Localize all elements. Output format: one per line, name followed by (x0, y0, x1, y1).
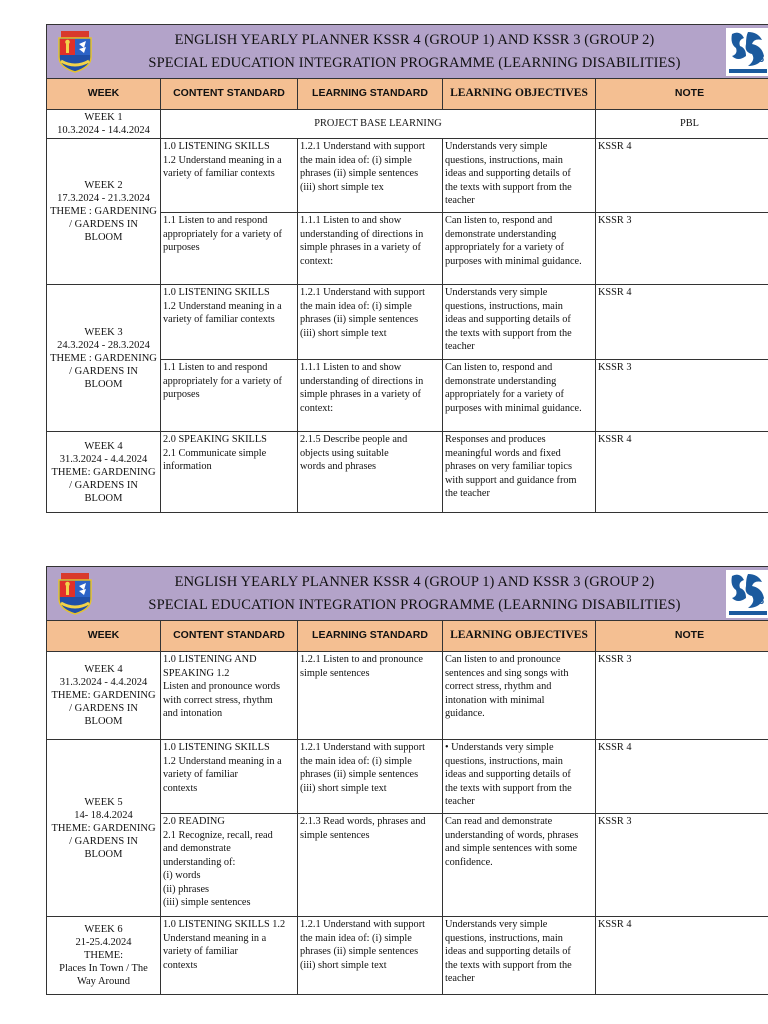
cell-text-line: appropriately for a variety of (163, 375, 282, 387)
cell-text-line: contexts (163, 959, 198, 971)
cell-text-line: 31.3.2024 - 4.4.2024 (59, 453, 148, 465)
content-standard-cell (161, 432, 298, 513)
learning-objectives-cell (443, 917, 596, 995)
cell-text-line: SPEAKING 1.2 (163, 667, 230, 679)
learning-objectives-cell (443, 360, 596, 432)
svg-text:25: 25 (754, 596, 765, 606)
cell-text-line: THEME : GARDENING (50, 352, 157, 364)
note-cell: KSSR 3 (596, 360, 768, 432)
cell-text-line: 1.2.1 Understand with support (300, 742, 425, 753)
cell-text-line: Understands very simple (445, 919, 548, 930)
cell-text-line: teacher (445, 796, 475, 807)
learning-standard-cell (298, 139, 443, 213)
learning-standard-cell (298, 814, 443, 917)
table-header-row (47, 79, 768, 110)
header-note: NOTE (596, 621, 768, 652)
cell-text-line: questions, instructions, main (445, 154, 563, 166)
cell-text-line: Understands very simple (445, 287, 548, 298)
cell-text-line: (i) words (163, 870, 201, 881)
cell-text-line: 1.0 LISTENING SKILLS (163, 287, 270, 298)
cell-text-line: 14- 18.4.2024 (74, 809, 133, 821)
cell-text-line: phrases (ii) simple sentences (300, 769, 419, 780)
cell-text-line: objects using suitable (300, 447, 389, 459)
cell-text-line: information (163, 461, 212, 472)
planner-title-line1: ENGLISH YEARLY PLANNER KSSR 4 (GROUP 1) AND KSSR 3 (GROUP 2) (174, 32, 655, 48)
learning-objectives-cell (443, 814, 596, 917)
note-cell: KSSR 3 (596, 814, 768, 917)
cell-text-line: WEEK 5 (84, 796, 123, 808)
table-row (47, 432, 768, 513)
cell-text-line: BLOOM (84, 378, 123, 390)
cell-text-line: WEEK 2 (84, 180, 123, 191)
content-standard-cell (161, 360, 298, 432)
cell-text-line: teacher (445, 341, 475, 352)
cell-text-line: (iii) simple sentences (163, 897, 251, 908)
cell-text-line: 2.0 SPEAKING SKILLS (163, 434, 267, 445)
content-standard-cell (161, 814, 298, 917)
cell-text-line: appropriately for a variety of (163, 228, 282, 240)
cell-text-line: questions, instructions, main (445, 755, 563, 767)
cell-text-line: and demonstrate (163, 843, 231, 854)
note-cell: KSSR 3 (596, 652, 768, 740)
planner-title-line2: SPECIAL EDUCATION INTEGRATION PROGRAMME (LEARNING DISABILITIES) (148, 55, 681, 71)
note-cell: KSSR 4 (596, 740, 768, 814)
planner-table-2 (46, 620, 768, 995)
week-cell (47, 740, 161, 917)
cell-text-line: understanding of: (163, 856, 236, 868)
planner-table-1 (46, 78, 768, 513)
header-note: NOTE (596, 79, 768, 110)
cell-text-line: meaningful words and fixed (445, 447, 561, 459)
cell-text-line: purposes with minimal guidance. (445, 255, 582, 267)
cell-text-line: intonation with minimal (445, 694, 545, 706)
content-standard-cell (161, 213, 298, 285)
cell-text-line: variety of familiar contexts (163, 168, 275, 179)
cell-text-line: 1.2 Understand meaning in a (163, 300, 282, 312)
cell-text-line: Places In Town / The (59, 963, 148, 974)
cell-text-line: THEME: (83, 950, 124, 961)
cell-text-line: purposes with minimal guidance. (445, 402, 582, 414)
cell-text-line: the texts with support from the (445, 181, 572, 193)
cell-text-line: BLOOM (84, 492, 123, 504)
learning-standard-cell (298, 432, 443, 513)
cell-text-line: WEEK 4 (84, 664, 123, 675)
table-row (47, 740, 768, 814)
cell-text-line: Understands very simple (445, 141, 548, 152)
cell-text-line: Way Around (76, 976, 131, 987)
content-standard-cell (161, 740, 298, 814)
cell-text-line: (iii) short simple tex (300, 181, 384, 193)
header-content-standard: CONTENT STANDARD (161, 621, 298, 652)
cell-text-line: Listen and pronounce words (163, 681, 280, 692)
cell-text-line: with correct stress, rhythm (163, 694, 273, 706)
cell-text-line: purposes (163, 389, 200, 400)
learning-objectives-cell (443, 213, 596, 285)
content-standard-cell (161, 139, 298, 213)
svg-text:25: 25 (754, 54, 765, 64)
cell-text-line: 2.1 Recognize, recall, read (163, 829, 273, 841)
table-row (47, 917, 768, 995)
cell-text-line: understanding of directions in (300, 375, 424, 387)
cell-text-line: 1.0 LISTENING SKILLS (163, 742, 270, 753)
cell-text-line: / GARDENS IN (69, 219, 138, 230)
cell-text-line: and simple sentences with some (445, 843, 578, 854)
cell-text-line: 10.3.2024 - 14.4.2024 (57, 125, 150, 136)
cell-text-line: 1.1.1 Listen to and show (300, 215, 402, 226)
cell-text-line: 1.2 Understand meaning in a (163, 154, 282, 166)
header-content-standard: CONTENT STANDARD (161, 79, 298, 110)
cell-text-line: Can listen to and pronounce (445, 654, 561, 665)
cell-text-line: 1.2 Understand meaning in a (163, 755, 282, 767)
cell-text-line: guidance. (445, 708, 485, 719)
note-cell: KSSR 4 (596, 917, 768, 995)
learning-objectives-cell (443, 432, 596, 513)
cell-text-line: THEME: GARDENING (51, 822, 156, 834)
cell-text-line: the main idea of: (i) simple (300, 932, 412, 944)
note-cell: KSSR 4 (596, 432, 768, 513)
note-cell: KSSR 4 (596, 139, 768, 213)
cell-text-line: demonstrate understanding (445, 375, 557, 387)
learning-standard-cell (298, 360, 443, 432)
cell-text-line: THEME: GARDENING (51, 466, 156, 478)
cell-text-line: 21-25.4.2024 (75, 937, 132, 948)
cell-text-line: simple sentences (300, 829, 370, 841)
cell-text-line: questions, instructions, main (445, 300, 563, 312)
learning-objectives-cell (443, 740, 596, 814)
note-cell: KSSR 4 (596, 285, 768, 360)
cell-text-line: the texts with support from the (445, 327, 572, 339)
cell-text-line: Responses and produces (445, 434, 546, 445)
cell-text-line: BLOOM (84, 232, 123, 243)
cell-text-line: 2.1.5 Describe people and (300, 434, 408, 445)
cell-text-line: / GARDENS IN (69, 703, 138, 714)
cell-text-line: WEEK 3 (84, 326, 123, 338)
cell-text-line: 1.1.1 Listen to and show (300, 362, 402, 373)
note-cell: PBL (596, 110, 768, 139)
cell-text-line: questions, instructions, main (445, 932, 563, 944)
cell-text-line: phrases (ii) simple sentences (300, 314, 419, 325)
cell-text-line: 1.2.1 Listen to and pronounce (300, 654, 423, 665)
content-standard-cell (161, 917, 298, 995)
cell-text-line: ideas and supporting details of (445, 946, 571, 957)
cell-text-line: simple phrases in a variety of (300, 389, 421, 400)
cell-text-line: teacher (445, 973, 475, 984)
programme-25-logo-icon (726, 28, 768, 76)
week-cell (47, 110, 161, 139)
cell-text-line: 1.0 LISTENING SKILLS 1.2 (163, 919, 286, 930)
planner-block-2 (46, 566, 768, 995)
week-cell (47, 917, 161, 995)
cell-text-line: / GARDENS IN (69, 479, 138, 491)
cell-text-line: the teacher (445, 488, 490, 499)
cell-text-line: BLOOM (84, 716, 123, 727)
programme-25-logo-icon (726, 570, 768, 618)
cell-text-line: 1.2.1 Understand with support (300, 919, 425, 930)
header-week: WEEK (47, 79, 161, 110)
cell-text-line: contexts (163, 782, 198, 794)
cell-text-line: words and phrases (300, 461, 377, 472)
cell-text-line: 1.1 Listen to and respond (163, 215, 268, 226)
cell-text-line: phrases (ii) simple sentences (300, 946, 419, 957)
cell-text-line: the texts with support from the (445, 959, 572, 971)
cell-text-line: context: (300, 402, 334, 414)
cell-text-line: 1.2.1 Understand with support (300, 141, 425, 152)
cell-text-line: WEEK 1 (84, 112, 123, 123)
cell-text-line: appropriately for a variety of (445, 242, 564, 253)
header-learning-objectives: LEARNING OBJECTIVES (443, 621, 596, 652)
cell-text-line: 2.1.3 Read words, phrases and (300, 816, 426, 827)
table-header-row (47, 621, 768, 652)
table-row (47, 285, 768, 360)
cell-text-line: with support and guidance from (445, 474, 577, 486)
week-cell (47, 432, 161, 513)
cell-text-line: simple sentences (300, 667, 370, 679)
cell-text-line: ideas and supporting details of (445, 769, 571, 780)
learning-objectives-cell (443, 652, 596, 740)
cell-text-line: WEEK 4 (84, 440, 123, 452)
content-standard-cell (161, 285, 298, 360)
cell-text-line: phrases on very familiar topics (445, 461, 572, 472)
cell-text-line: and intonation (163, 708, 223, 719)
table-row (47, 652, 768, 740)
cell-text-line: Understand meaning in a (163, 932, 267, 944)
cell-text-line: / GARDENS IN (69, 835, 138, 847)
planner-block-1 (46, 24, 768, 513)
cell-text-line: (ii) phrases (163, 883, 210, 895)
learning-objectives-cell (443, 139, 596, 213)
header-learning-objectives: LEARNING OBJECTIVES (443, 79, 596, 110)
cell-text-line: phrases (ii) simple sentences (300, 168, 419, 179)
cell-text-line: demonstrate understanding (445, 228, 557, 240)
cell-text-line: 31.3.2024 - 4.4.2024 (59, 677, 148, 688)
learning-objectives-cell (443, 285, 596, 360)
cell-text-line: 17.3.2024 - 21.3.2024 (57, 193, 150, 204)
cell-text-line: appropriately for a variety of (445, 389, 564, 400)
cell-text-line: simple phrases in a variety of (300, 242, 421, 253)
cell-text-line: ideas and supporting details of (445, 168, 571, 179)
cell-text-line: the main idea of: (i) simple (300, 154, 412, 166)
header-learning-standard: LEARNING STANDARD (298, 79, 443, 110)
cell-text-line: purposes (163, 242, 200, 253)
content-standard-cell (161, 652, 298, 740)
cell-text-line: the main idea of: (i) simple (300, 755, 412, 767)
cell-text-line: teacher (445, 195, 475, 206)
cell-text-line: context: (300, 255, 334, 267)
cell-text-line: sentences and sing songs with (445, 667, 569, 679)
cell-text-line: • Understands very simple (445, 742, 554, 753)
learning-standard-cell (298, 285, 443, 360)
cell-text-line: BLOOM (84, 848, 123, 860)
cell-text-line: Can read and demonstrate (445, 816, 553, 827)
cell-text-line: the texts with support from the (445, 782, 572, 794)
planner-banner (46, 566, 768, 620)
learning-standard-cell (298, 740, 443, 814)
cell-text-line: 1.0 LISTENING AND (163, 654, 257, 665)
cell-text-line: THEME: GARDENING (51, 690, 156, 701)
cell-text-line: variety of familiar (163, 769, 238, 780)
cell-text-line: Can listen to, respond and (445, 362, 553, 373)
header-week: WEEK (47, 621, 161, 652)
note-cell: KSSR 3 (596, 213, 768, 285)
cell-text-line: 2.1 Communicate simple (163, 447, 267, 459)
header-learning-standard: LEARNING STANDARD (298, 621, 443, 652)
cell-text-line: understanding of directions in (300, 228, 424, 240)
cell-text-line: THEME : GARDENING (50, 206, 157, 217)
cell-text-line: 2.0 READING (163, 816, 225, 827)
week-cell (47, 139, 161, 285)
cell-text-line: (iii) short simple text (300, 327, 387, 339)
cell-text-line: 24.3.2024 - 28.3.2024 (57, 339, 150, 351)
cell-text-line: the main idea of: (i) simple (300, 300, 412, 312)
cell-text-line: / GARDENS IN (69, 365, 138, 377)
table-row (47, 139, 768, 213)
week-cell (47, 652, 161, 740)
cell-text-line: correct stress, rhythm and (445, 681, 552, 692)
cell-text-line: 1.0 LISTENING SKILLS (163, 141, 270, 152)
cell-text-line: variety of familiar contexts (163, 314, 275, 325)
planner-title-line1: ENGLISH YEARLY PLANNER KSSR 4 (GROUP 1) AND KSSR 3 (GROUP 2) (174, 574, 655, 590)
cell-text-line: confidence. (445, 856, 493, 868)
cell-text-line: variety of familiar (163, 946, 238, 957)
learning-standard-cell (298, 917, 443, 995)
cell-text-line: 1.1 Listen to and respond (163, 362, 268, 373)
table-row (47, 110, 768, 139)
cell-text-line: ideas and supporting details of (445, 314, 571, 325)
merged-cell-pbl: PROJECT BASE LEARNING (161, 110, 596, 139)
week-cell (47, 285, 161, 432)
planner-title-line2: SPECIAL EDUCATION INTEGRATION PROGRAMME (LEARNING DISABILITIES) (148, 597, 681, 613)
planner-banner (46, 24, 768, 78)
cell-text-line: (iii) short simple text (300, 782, 387, 794)
cell-text-line: WEEK 6 (84, 924, 123, 935)
learning-standard-cell (298, 652, 443, 740)
learning-standard-cell (298, 213, 443, 285)
cell-text-line: (iii) short simple text (300, 959, 387, 971)
cell-text-line: 1.2.1 Understand with support (300, 287, 425, 298)
cell-text-line: Can listen to, respond and (445, 215, 553, 226)
cell-text-line: understanding of words, phrases (445, 829, 579, 841)
